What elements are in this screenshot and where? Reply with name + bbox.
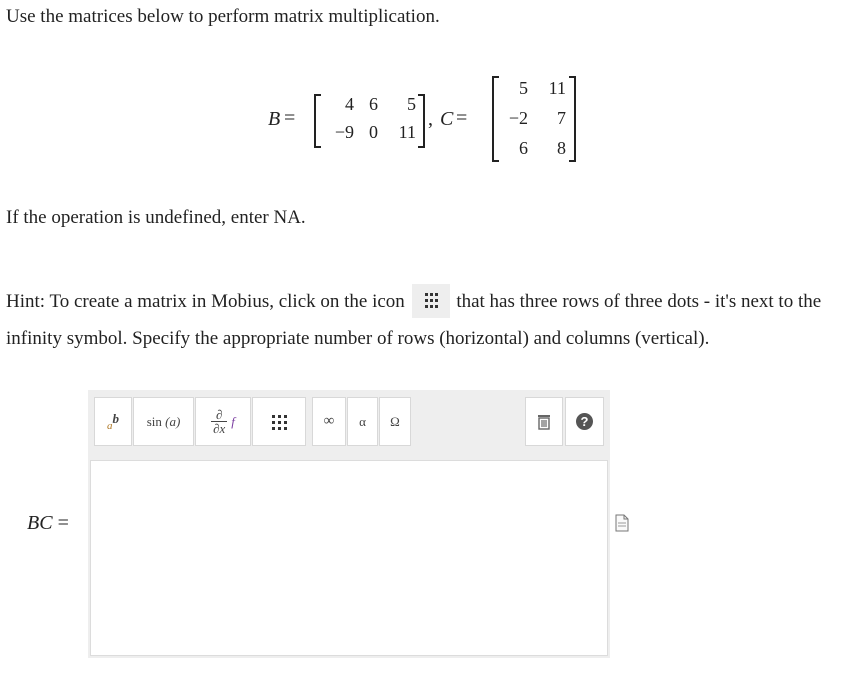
matrix-c-cell: 5 — [519, 78, 528, 98]
help-button[interactable] — [565, 397, 604, 446]
matrix-separator: , — [428, 108, 433, 130]
partial-f: f — [231, 413, 235, 429]
omega-button[interactable] — [379, 397, 411, 446]
matrix-b-left-bracket — [314, 94, 321, 148]
undefined-note: If the operation is undefined, enter NA. — [6, 207, 306, 228]
function-button[interactable] — [133, 397, 194, 446]
matrix-b-cell: 4 — [345, 94, 354, 114]
matrix-b-cell: 5 — [407, 94, 416, 114]
alpha-symbol: α — [359, 413, 366, 429]
hint-text — [6, 283, 852, 357]
sin-argument: (a) — [165, 413, 181, 429]
infinity-button[interactable] — [312, 397, 346, 446]
answer-label-equals: = — [57, 512, 69, 534]
matrix-b-cell: −9 — [334, 122, 354, 142]
matrix-c-cell: 11 — [548, 78, 566, 98]
document-icon[interactable] — [614, 514, 630, 532]
partial-fraction — [211, 408, 227, 435]
matrix-icon — [269, 412, 289, 432]
matrix-b-equals: = — [284, 107, 296, 129]
matrix-c-cell: 6 — [519, 138, 528, 158]
matrix-icon — [412, 284, 450, 318]
matrix-b-right-bracket — [418, 94, 425, 148]
matrix-c-cell: 8 — [557, 138, 566, 158]
hint-text-before: Hint: To create a matrix in Mobius, click on the icon — [6, 291, 405, 312]
matrix-c-right-bracket — [569, 76, 576, 162]
answer-label-name: BC — [27, 512, 53, 534]
matrix-b-cell: 0 — [369, 122, 378, 142]
omega-symbol: Ω — [390, 413, 400, 429]
answer-label — [27, 512, 69, 535]
question-prompt: Use the matrices below to perform matrix multiplication. — [6, 6, 440, 27]
matrix-c-cell: 7 — [557, 108, 566, 128]
hint-text-after: that has three rows of three dots - it's next to the infinity symbol. Specify the appropriate number of rows (horizontal) and columns (vertical). — [6, 291, 822, 349]
superscript-exponent: b — [112, 410, 119, 426]
matrix-button[interactable] — [252, 397, 306, 446]
equation-editor — [88, 390, 610, 658]
matrix-c-name: C — [440, 108, 454, 130]
partial-top: ∂ — [215, 407, 223, 422]
matrix-c-left-bracket — [492, 76, 499, 162]
clear-button[interactable] — [525, 397, 563, 446]
superscript-button[interactable] — [94, 397, 132, 446]
derivative-button[interactable] — [195, 397, 251, 446]
matrix-c-cell: −2 — [508, 108, 528, 128]
trash-icon — [537, 414, 551, 430]
superscript-base: a — [107, 419, 113, 432]
matrix-b-cell: 11 — [398, 122, 416, 142]
help-icon: ? — [576, 413, 593, 430]
infinity-symbol: ∞ — [323, 413, 335, 429]
alpha-button[interactable] — [347, 397, 378, 446]
matrix-equation — [268, 72, 588, 172]
matrix-c-equals: = — [456, 107, 468, 129]
matrix-b-cell: 6 — [369, 94, 378, 114]
matrix-b-name: B — [268, 108, 281, 130]
answer-input[interactable] — [90, 460, 608, 656]
sin-label: sin — [146, 413, 162, 429]
partial-bottom: ∂x — [213, 421, 226, 436]
